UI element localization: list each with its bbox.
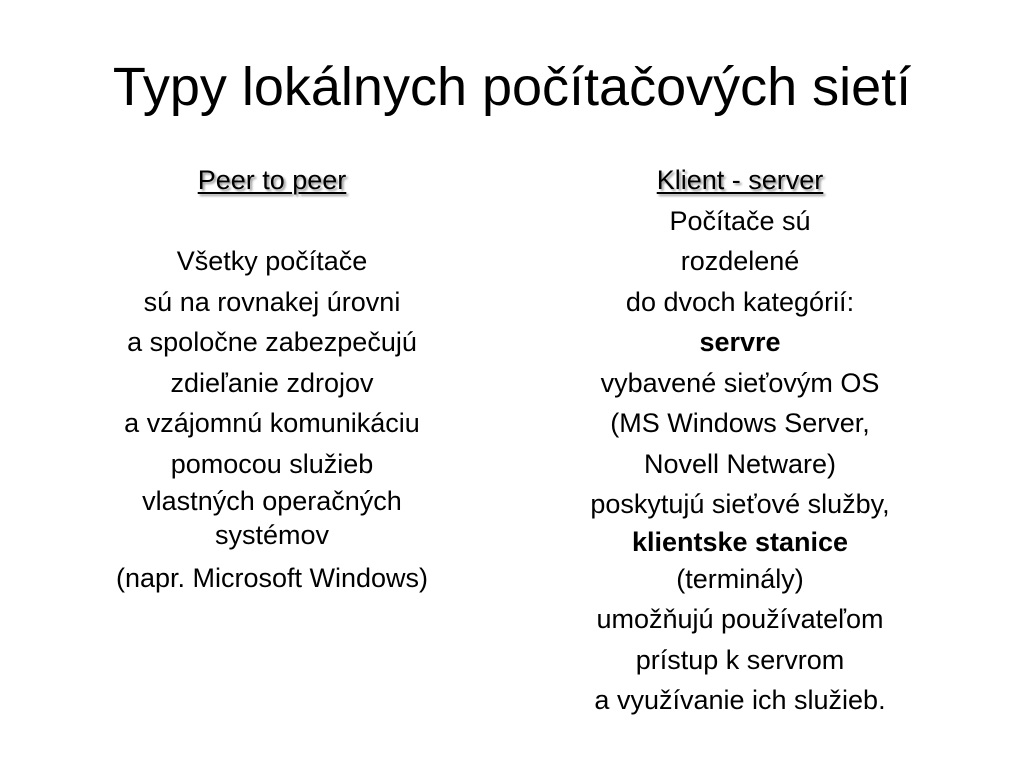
right-text-line: poskytujú sieťové služby, xyxy=(590,489,890,519)
right-text-line: do dvoch kategórií: xyxy=(625,286,855,317)
right-text-line: Počítače sú xyxy=(669,205,811,236)
right-text-line: umožňujú používateľom xyxy=(596,604,884,634)
left-text-line: a vzájomnú komunikáciu xyxy=(124,408,420,438)
left-text-line: pomocou služieb xyxy=(170,448,374,479)
right-text-line: (terminály) xyxy=(676,563,804,594)
left-text-line: vlastných operačných systémov xyxy=(142,486,402,550)
left-text-line: a spoločne zabezpečujú xyxy=(127,327,417,357)
client-stations-term: klientske stanice xyxy=(631,526,849,557)
servers-term: servre xyxy=(699,327,781,357)
left-text-line: Všetky počítače xyxy=(176,246,368,276)
client-server-heading: Klient - server xyxy=(656,165,824,195)
right-text-line: (MS Windows Server, xyxy=(610,408,870,438)
right-text-line: prístup k servrom xyxy=(635,644,845,675)
slide-title: Typy lokálnych počítačových sietí xyxy=(112,57,912,117)
right-text-line: Novell Netware) xyxy=(643,448,837,479)
right-text-line: rozdelené xyxy=(680,246,800,276)
left-text-line: (napr. Microsoft Windows) xyxy=(115,563,429,593)
column-spacer xyxy=(62,201,482,242)
left-text-line: sú na rovnakej úrovni xyxy=(143,286,401,317)
left-text-line: zdieľanie zdrojov xyxy=(170,367,374,398)
client-server-column xyxy=(530,160,950,721)
peer-to-peer-column xyxy=(62,160,482,599)
right-text-line: a využívanie ich služieb. xyxy=(594,685,886,715)
peer-to-peer-heading: Peer to peer xyxy=(197,165,347,195)
right-text-line: vybavené sieťovým OS xyxy=(600,367,880,398)
